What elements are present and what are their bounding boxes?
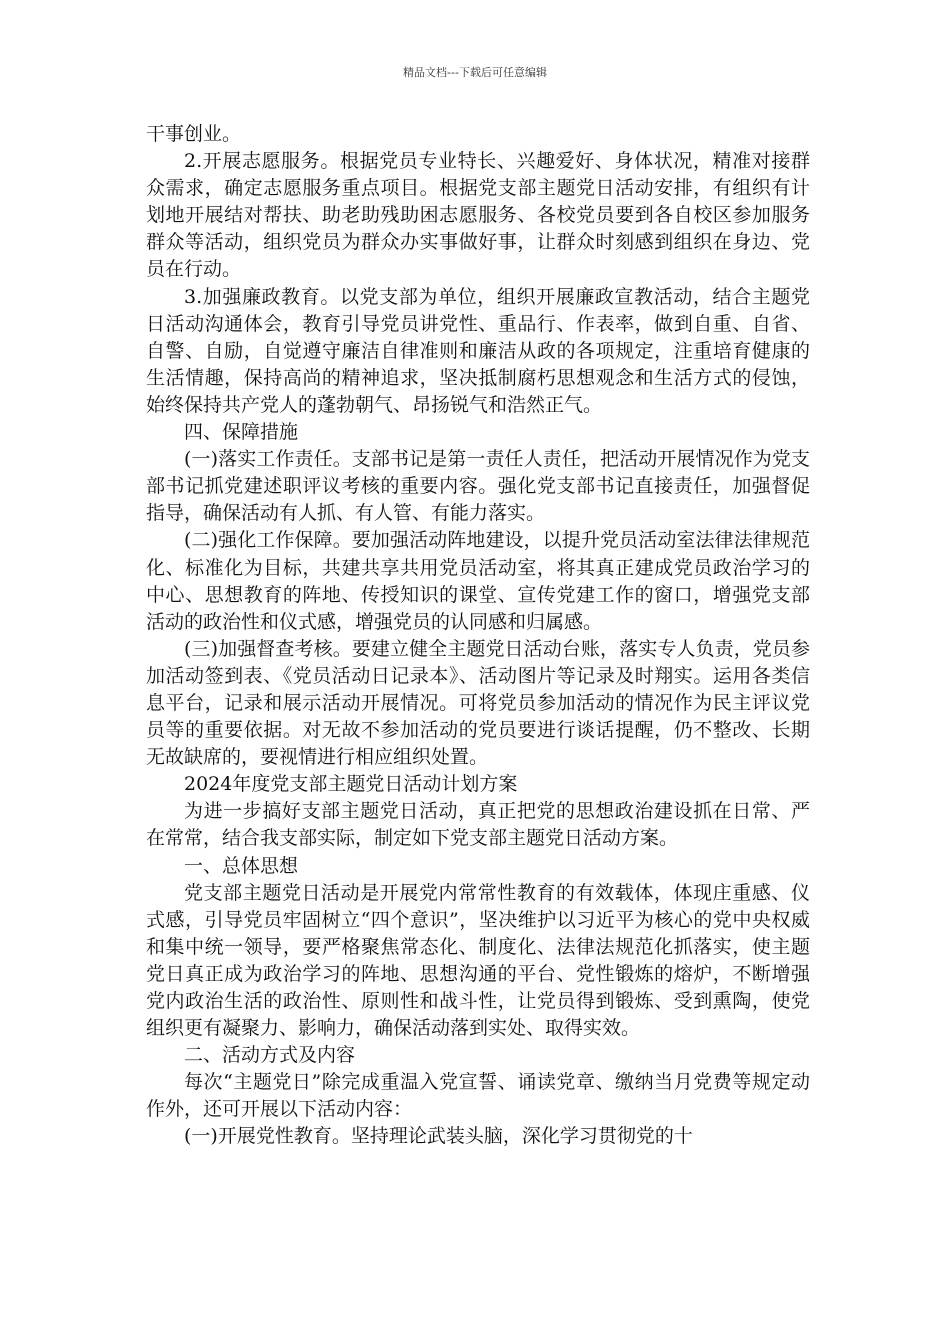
paragraph-13: 每次“主题党日”除完成重温入党宣誓、诵读党章、缴纳当月党费等规定动作外，还可开展以下活动内容： (146, 1071, 810, 1121)
paragraph-11: 党支部主题党日活动是开展党内常常性教育的有效载体，体现庄重感、仪式感，引导党员牢固树立“四个意识”，坚决维护以习近平为核心的党中央权威和集中统一领导，要严格聚焦常态化、制度化、法律法规范化抓落实，使主题党日真正成为政治学习的阵地、思想沟通的平台、党性锻炼的熔炉，不断增强党内政治生活的政治性、原则性和战斗性，让党员得到锻炼、受到熏陶，使党组织更有凝聚力、影响力，确保活动落到实处、取得实效。 (146, 881, 810, 1040)
paragraph-2: 2.开展志愿服务。根据党员专业特长、兴趣爱好、身体状况，精准对接群众需求，确定志愿服务重点项目。根据党支部主题党日活动安排，有组织有计划地开展结对帮扶、助老助残助困志愿服务、各校党员要到各自校区参加服务群众等活动，组织党员为群众办实事做好事，让群众时刻感到组织在身边、党员在行动。 (146, 150, 810, 281)
paragraph-14: (一)开展党性教育。坚持理论武装头脑，深化学习贯彻党的十 (184, 1125, 693, 1148)
document-title-2024: 2024年度党支部主题党日活动计划方案 (184, 773, 518, 796)
section-heading-2: 二、活动方式及内容 (184, 1044, 356, 1067)
section-heading-1: 一、总体思想 (184, 854, 299, 877)
section-heading-4: 四、保障措施 (184, 421, 299, 444)
paragraph-6: (二)强化工作保障。要加强活动阵地建设，以提升党员活动室法律法律规范化、标准化为目标，共建共享共用党员活动室，将其真正建成党员政治学习的中心、思想教育的阵地、传授知识的课堂、宣传党建工作的窗口，增强党支部活动的政治性和仪式感，增强党员的认同感和归属感。 (146, 529, 810, 633)
page-header: 精品文档---下载后可任意编辑 (403, 66, 547, 79)
document-body (146, 121, 810, 1151)
paragraph-9: 为进一步搞好支部主题党日活动，真正把党的思想政治建设抓在日常、严在常常，结合我支部实际，制定如下党支部主题党日活动方案。 (146, 800, 810, 850)
paragraph-5: (一)落实工作责任。支部书记是第一责任人责任，把活动开展情况作为党支部书记抓党建述职评议考核的重要内容。强化党支部书记直接责任，加强督促指导，确保活动有人抓、有人管、有能力落实。 (146, 448, 810, 525)
paragraph-3: 3.加强廉政教育。以党支部为单位，组织开展廉政宣教活动，结合主题党日活动沟通体会，教育引导党员讲党性、重品行、作表率，做到自重、自省、自警、自励，自觉遵守廉洁自律准则和廉洁从政的各项规定，注重培育健康的生活情趣，保持高尚的精神追求，坚决抵制腐朽思想观念和生活方式的侵蚀，始终保持共产党人的蓬勃朝气、昂扬锐气和浩然正气。 (146, 285, 810, 416)
paragraph-1: 干事创业。 (146, 123, 242, 145)
paragraph-7: (三)加强督查考核。要建立健全主题党日活动台账，落实专人负责，党员参加活动签到表、《党员活动日记录本》、活动图片等记录及时翔实。运用各类信息平台，记录和展示活动开展情况。可将党员参加活动的情况作为民主评议党员等的重要依据。对无故不参加活动的党员要进行谈话提醒，仍不整改、长期无故缺席的，要视情进行相应组织处置。 (146, 637, 810, 769)
